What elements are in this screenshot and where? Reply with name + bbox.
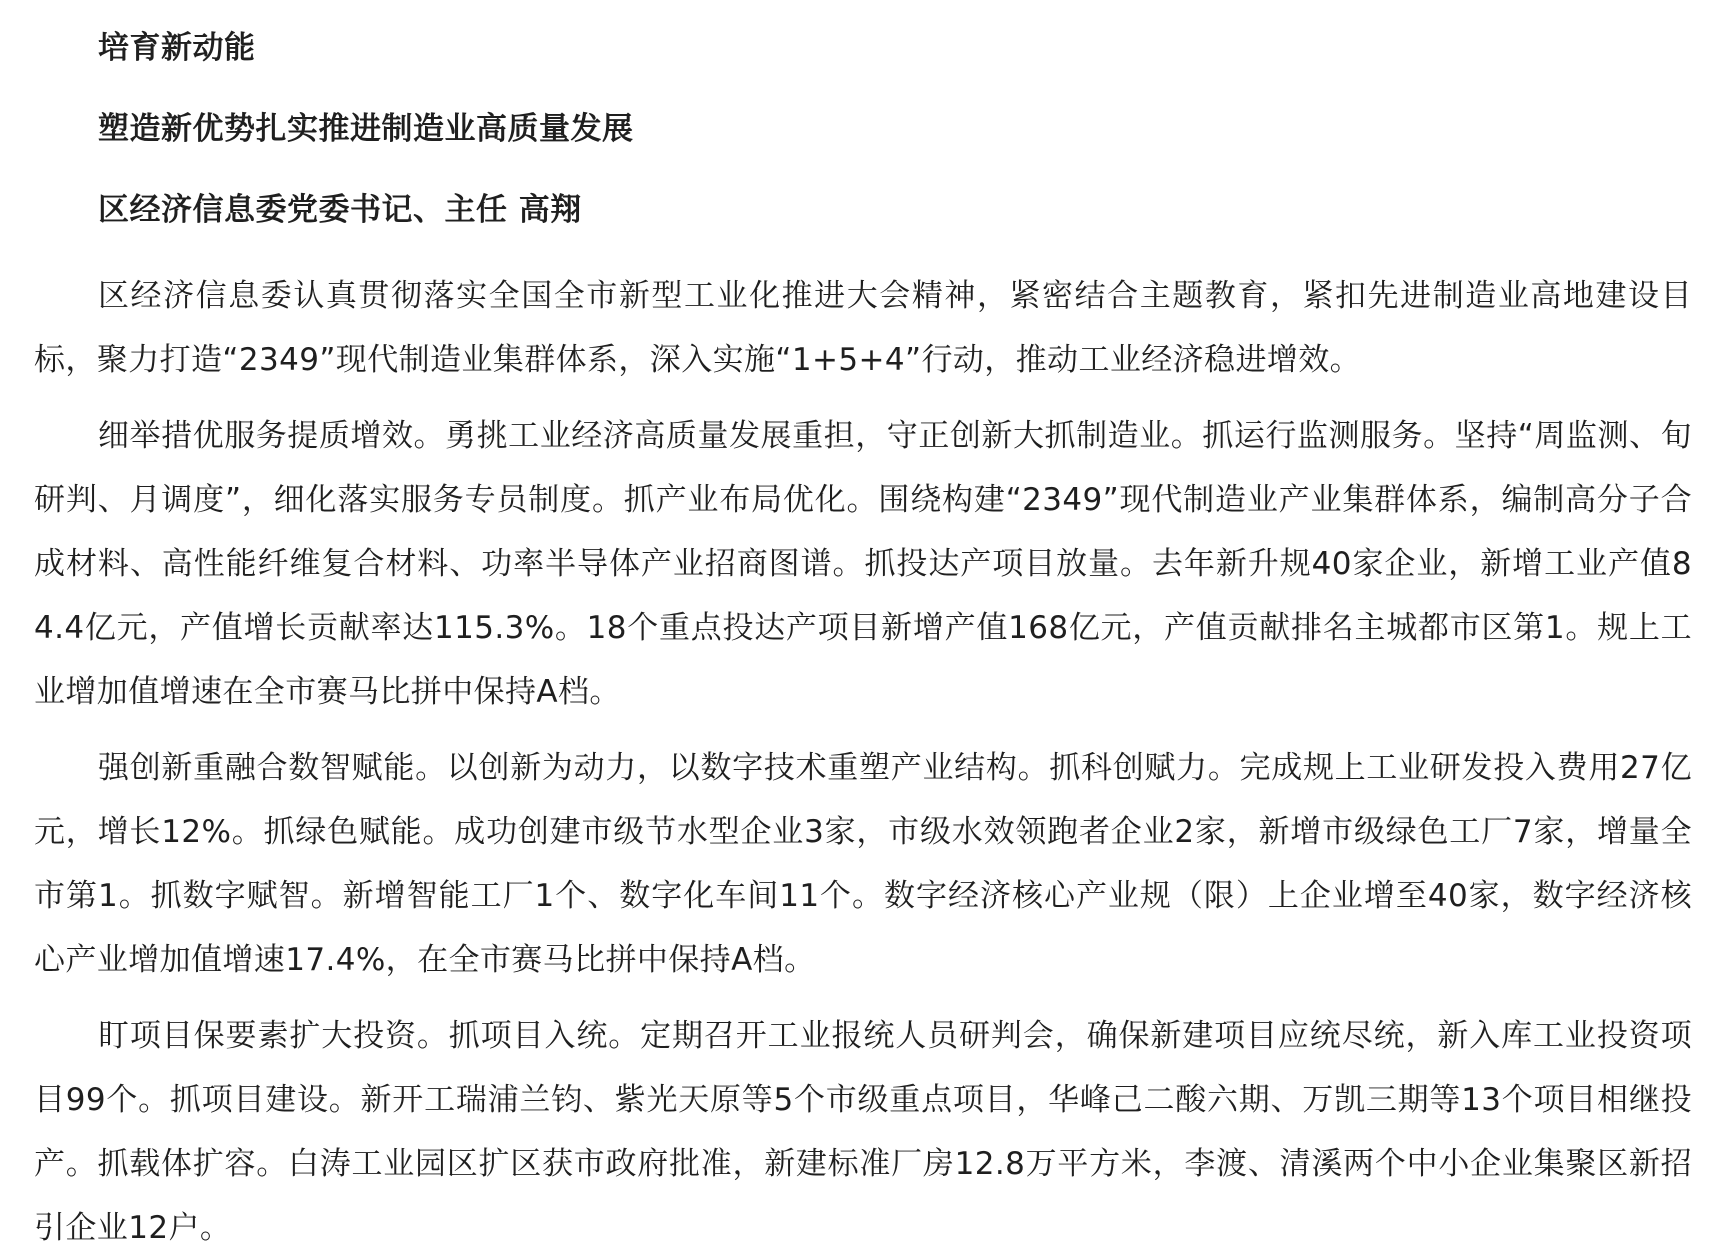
paragraph-investment: 盯项目保要素扩大投资。抓项目入统。定期召开工业报统人员研判会，确保新建项目应统尽统，新入库工业投资项目99个。抓项目建设。新开工瑞浦兰钧、紫光天原等5个市级重点项目，华峰己二酸六期、万凯三期等13个项目相继投产。抓载体扩容。白涛工业园区扩区获市政府批准，新建标准厂房12.8万平方米，李渡、清溪两个中小企业集聚区新招引企业12户。 [34, 1018, 1692, 1246]
article-subtitle: 塑造新优势扎实推进制造业高质量发展 [98, 111, 634, 147]
paragraph-service: 细举措优服务提质增效。勇挑工业经济高质量发展重担，守正创新大抓制造业。抓运行监测服务。坚持“周监测、旬研判、月调度”，细化落实服务专员制度。抓产业布局优化。围绕构建“2349”现代制造业产业集群体系，编制高分子合成材料、高性能纤维复合材料、功率半导体产业招商图谱。抓投达产项目放量。去年新升规40家企业，新增工业产值84.4亿元，产值增长贡献率达115.3%。18个重点投达产项目新增产值168亿元，产值贡献排名主城都市区第1。规上工业增加值增速在全市赛马比拼中保持A档。 [34, 418, 1692, 710]
paragraph-innovation: 强创新重融合数智赋能。以创新为动力，以数字技术重塑产业结构。抓科创赋力。完成规上工业研发投入费用27亿元，增长12%。抓绿色赋能。成功创建市级节水型企业3家，市级水效领跑者企业2家，新增市级绿色工厂7家，增量全市第1。抓数字赋智。新增智能工厂1个、数字化车间11个。数字经济核心产业规（限）上企业增至40家，数字经济核心产业增加值增速17.4%，在全市赛马比拼中保持A档。 [34, 750, 1692, 978]
paragraph-intro: 区经济信息委认真贯彻落实全国全市新型工业化推进大会精神，紧密结合主题教育，紧扣先进制造业高地建设目标，聚力打造“2349”现代制造业集群体系，深入实施“1+5+4”行动，推动工业经济稳进增效。 [34, 278, 1692, 378]
article-title: 培育新动能 [98, 30, 256, 66]
author-byline: 区经济信息委党委书记、主任 高翔 [98, 192, 582, 228]
